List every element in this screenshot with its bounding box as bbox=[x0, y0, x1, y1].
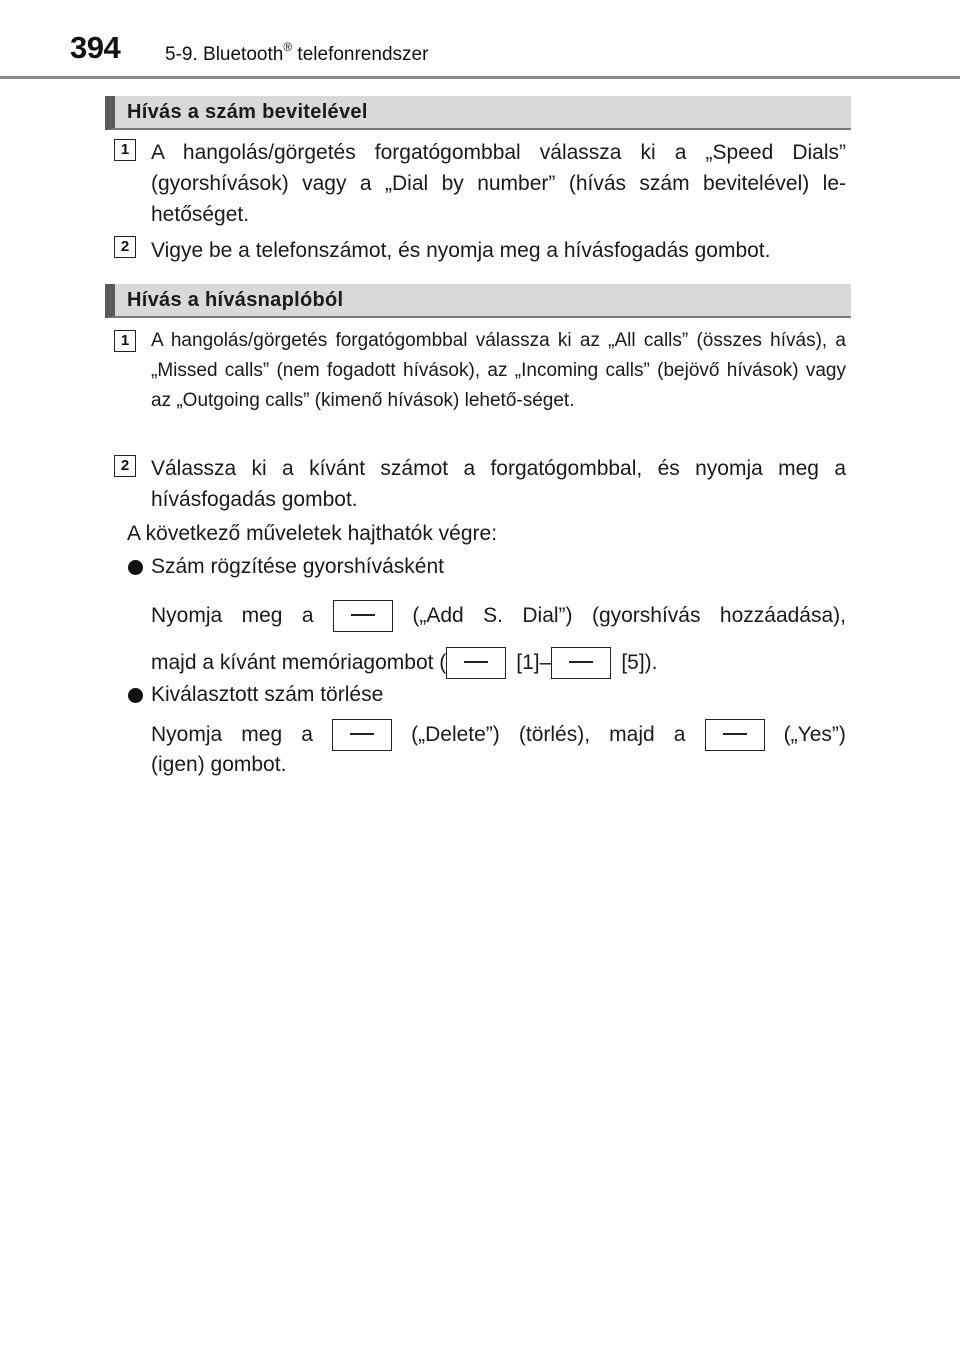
word: („Yes”) bbox=[783, 723, 846, 746]
text-segment: [5]). bbox=[621, 651, 658, 674]
operation-line bbox=[151, 643, 846, 683]
section-title: Hívás a hívásnaplóból bbox=[127, 289, 344, 311]
word: Nyomja bbox=[151, 723, 223, 746]
text-segment: majd a kívánt memóriagombot ( bbox=[151, 651, 447, 674]
word: Nyomja bbox=[151, 604, 223, 627]
screen-button-icon bbox=[551, 647, 611, 679]
section-title: Hívás a szám bevitelével bbox=[127, 101, 368, 123]
screen-button-icon bbox=[446, 647, 506, 679]
operation-line bbox=[151, 715, 846, 755]
operation-title: Kiválasztott szám törlése bbox=[151, 683, 384, 706]
step-number: 2 bbox=[114, 455, 136, 477]
section-heading-number-entry bbox=[105, 96, 851, 130]
step-text: A hangolás/görgetés forgatógombbal válassza ki a „Speed Dials” (gyorshívások) vagy a „Dial by number” (hívás szám bevitelével) le-hetőséget. bbox=[151, 141, 846, 226]
page-header bbox=[0, 0, 960, 80]
chapter-title bbox=[165, 40, 429, 66]
word: („Add bbox=[412, 604, 464, 627]
operation-line-end: (igen) gombot. bbox=[151, 753, 287, 776]
step-text: A hangolás/görgetés forgatógombbal válassza ki az „All calls” (összes hívás), a „Missed calls” (nem fogadott hívások), az „Incoming calls” (bejövő hívások) vagy az „Outgoing calls” (kimenő hívások) lehető-séget. bbox=[151, 330, 846, 411]
word: meg bbox=[241, 604, 283, 627]
screen-button-icon bbox=[332, 719, 392, 751]
word: (törlés), bbox=[518, 723, 591, 746]
chapter-suffix: telefonrendszer bbox=[292, 44, 429, 65]
step-number: 1 bbox=[114, 330, 136, 352]
page-number: 394 bbox=[70, 30, 121, 65]
bullet-icon bbox=[128, 688, 143, 703]
operation-title: Szám rögzítése gyorshívásként bbox=[151, 555, 444, 578]
operations-intro: A következő műveletek hajthatók végre: bbox=[127, 522, 498, 545]
word: a bbox=[301, 604, 314, 627]
header-rule bbox=[0, 76, 960, 79]
word: a bbox=[301, 723, 313, 746]
text-segment: [1]– bbox=[516, 651, 552, 674]
step-number: 1 bbox=[114, 139, 136, 161]
screen-button-icon bbox=[705, 719, 765, 751]
word: majd bbox=[609, 723, 655, 746]
chapter-prefix: 5-9. Bluetooth bbox=[165, 44, 284, 65]
word: meg bbox=[241, 723, 283, 746]
screen-button-icon bbox=[333, 600, 393, 632]
registered-mark: ® bbox=[283, 40, 293, 54]
word: („Delete”) bbox=[411, 723, 500, 746]
word: Dial”) bbox=[522, 604, 573, 627]
operation-line bbox=[151, 596, 846, 636]
section-heading-call-history bbox=[105, 284, 851, 318]
word: S. bbox=[483, 604, 503, 627]
bullet-icon bbox=[128, 560, 143, 575]
word: (gyorshívás bbox=[591, 604, 701, 627]
step-text: Vigye be a telefonszámot, és nyomja meg a hívásfogadás gombot. bbox=[151, 239, 771, 262]
step-text: Válassza ki a kívánt számot a forgatógombbal, és nyomja meg a hívásfogadás gombot. bbox=[151, 457, 846, 511]
word: hozzáadása), bbox=[719, 604, 846, 627]
step-number: 2 bbox=[114, 236, 136, 258]
word: a bbox=[673, 723, 686, 746]
